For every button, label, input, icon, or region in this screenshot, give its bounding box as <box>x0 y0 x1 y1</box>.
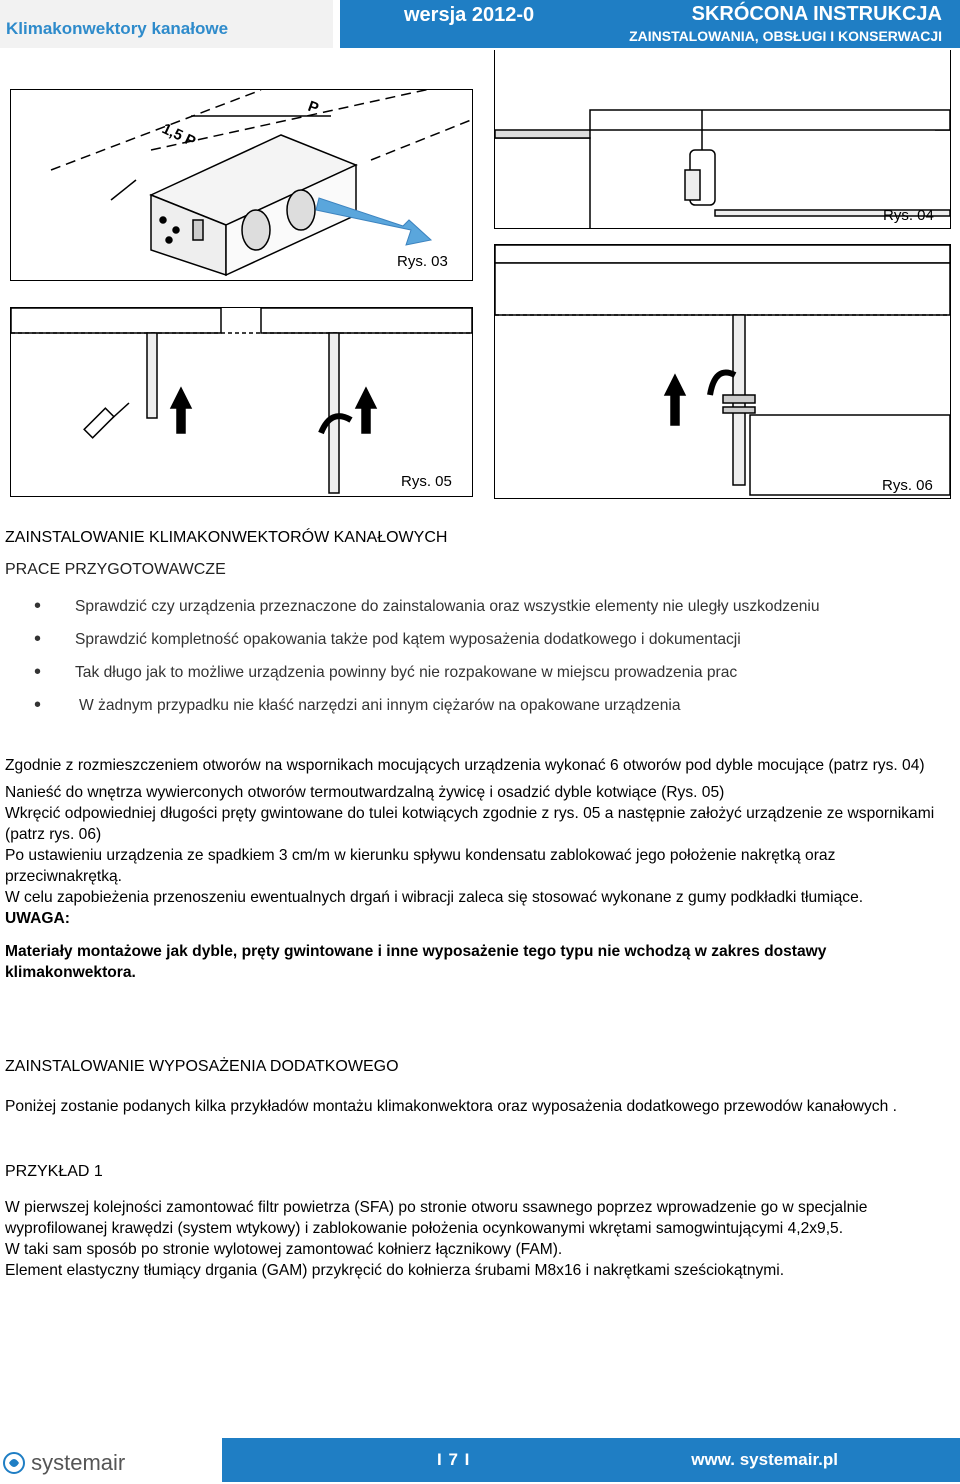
page-footer <box>0 1436 960 1484</box>
figure-03 <box>10 89 473 281</box>
figure-04-caption: Rys. 04 <box>883 207 934 224</box>
section-1-title: ZAINSTALOWANIE KLIMAKONWEKTORÓW KANAŁOWYCH <box>5 529 448 546</box>
website-link[interactable]: www. systemair.pl <box>691 1450 838 1469</box>
figure-05-caption: Rys. 05 <box>401 473 452 490</box>
version-label: wersja 2012-0 <box>404 4 535 26</box>
list-item: • W żadnym przypadku nie kłaść narzędzi ani innym ciężarów na opakowane urządzenia <box>0 695 900 716</box>
example-1-text <box>5 1197 945 1281</box>
list-item: • Sprawdzić kompletność opakowania także pod kątem wyposażenia dodatkowego i dokumentacji <box>0 629 900 650</box>
figure-06 <box>494 244 951 499</box>
figure-04 <box>494 50 951 229</box>
list-item: • Sprawdzić czy urządzenia przeznaczone do zainstalowania oraz wszystkie elementy nie uległy uszkodzeniu <box>0 596 900 617</box>
instruction-paragraph: Nanieść do wnętrza wywierconych otworów termoutwardzalną żywicę i osadzić dyble kotwiące (Rys. 05) <box>5 784 725 801</box>
example-paragraph: W pierwszej kolejności zamontować filtr powietrza (SFA) po stronie otworu ssawnego poprzez wprowadzenie go w specjalnie wyprofilowanej krawędzi (system wtykowy) i zablokowanie położenia ocynkowanymi wkrętami samogwintującymi 4,2x9,5. <box>5 1199 868 1237</box>
example-1-title: PRZYKŁAD 1 <box>5 1163 103 1180</box>
header-left-panel <box>0 0 333 48</box>
figure-04-drawing <box>495 50 950 228</box>
figure-03-label-p: P <box>305 97 321 118</box>
header-right-panel <box>340 0 960 48</box>
figure-03-label-1.5p: 1,5 P <box>159 120 199 151</box>
list-item: • Tak długo jak to możliwe urządzenia powinny być nie rozpakowane w miejscu prowadzenia prac <box>0 662 900 683</box>
footer-bar <box>222 1438 960 1482</box>
page-number: I 7 I <box>437 1450 471 1469</box>
warning-text: Materiały montażowe jak dyble, pręty gwintowane i inne wyposażenie tego typu nie wchodzą w zakres dostawy klimakonwektora. <box>5 943 827 981</box>
figure-05 <box>10 307 473 497</box>
figure-03-drawing <box>11 90 472 280</box>
instruction-paragraph: Zgodnie z rozmieszczeniem otworów na wspornikach mocujących urządzenia wykonać 6 otworów pod dyble mocujące (patrz rys. 04) <box>5 757 925 774</box>
figure-06-drawing <box>495 245 950 498</box>
systemair-logo <box>3 1450 125 1476</box>
figure-06-caption: Rys. 06 <box>882 477 933 494</box>
instruction-paragraph: W celu zapobieżenia przenoszeniu ewentualnych drgań i wibracji zaleca się stosować wykonane z gumy podkładki tłumiące. <box>5 889 864 906</box>
guide-title: SKRÓCONA INSTRUKCJA <box>691 3 942 25</box>
section-1-subtitle: PRACE PRZYGOTOWAWCZE <box>5 561 226 578</box>
warning-label: UWAGA: <box>5 910 70 927</box>
instruction-paragraph: Po ustawieniu urządzenia ze spadkiem 3 cm/m w kierunku spływu kondensatu zablokować jego położenie nakrętką oraz przeciwnakrętką. <box>5 847 836 885</box>
logo-text: systemair <box>31 1450 126 1475</box>
document-title: Klimakonwektory kanałowe <box>6 19 229 38</box>
preparation-list <box>0 596 900 728</box>
installation-instructions <box>5 755 945 983</box>
figure-05-drawing <box>11 308 472 496</box>
figure-03-caption: Rys. 03 <box>397 253 448 270</box>
page-header <box>0 0 960 48</box>
example-paragraph: Element elastyczny tłumiący drgania (GAM) przykręcić do kołnierza śrubami M8x16 i nakrętkami sześciokątnymi. <box>5 1262 785 1279</box>
guide-subtitle: ZAINSTALOWANIA, OBSŁUGI I KONSERWACJI <box>629 28 942 44</box>
section-2-title: ZAINSTALOWANIE WYPOSAŻENIA DODATKOWEGO <box>5 1058 399 1075</box>
section-2-intro: Poniżej zostanie podanych kilka przykładów montażu klimakonwektora oraz wyposażenia dodatkowego przewodów kanałowych . <box>5 1098 897 1115</box>
instruction-paragraph: Wkręcić odpowiedniej długości pręty gwintowane do tulei kotwiących zgodnie z rys. 05 a następnie założyć urządzenie ze wspornikami (patrz rys. 06) <box>5 805 935 843</box>
example-paragraph: W taki sam sposób po stronie wylotowej zamontować kołnierz łącznikowy (FAM). <box>5 1241 563 1258</box>
logo-icon <box>3 1452 25 1474</box>
